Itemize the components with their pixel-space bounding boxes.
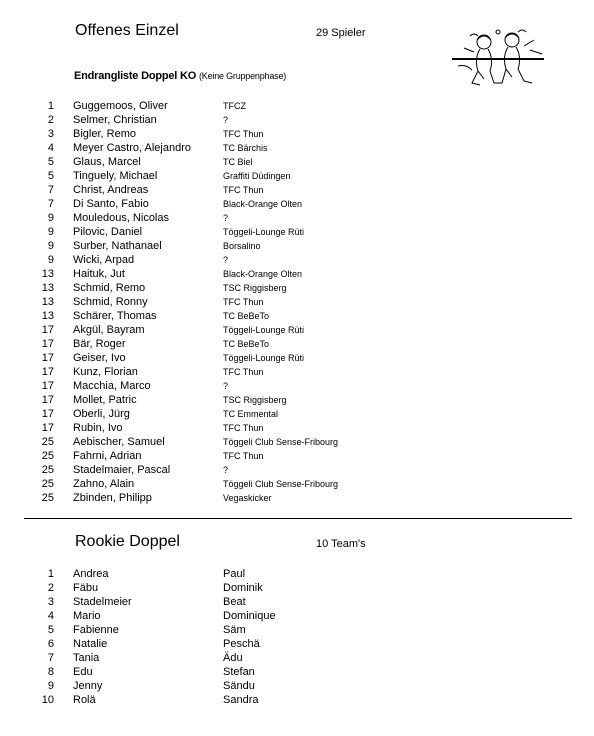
club-name: TC BeBeTo [223, 311, 270, 321]
player-name: Rubin, Ivo [73, 422, 123, 434]
rank: 9 [47, 680, 54, 692]
rank: 6 [47, 638, 54, 650]
player-name: Zahno, Alain [73, 478, 135, 490]
partner-name: Ädu [223, 652, 243, 664]
club-name: TC Emmental [223, 409, 279, 419]
rank: 25 [41, 492, 54, 504]
player-name: Edu [73, 666, 93, 678]
player-name: Wicki, Arpad [73, 254, 135, 266]
club-name: Töggeli-Lounge Rüti [223, 227, 305, 237]
rank: 3 [47, 596, 54, 608]
table-row [0, 351, 594, 365]
rank: 5 [47, 624, 54, 636]
partner-name: Peschä [223, 638, 260, 650]
table-row [0, 323, 594, 337]
rank: 9 [47, 240, 54, 252]
rank: 10 [41, 694, 54, 706]
rank: 8 [47, 666, 54, 678]
player-name: Christ, Andreas [73, 184, 149, 196]
rank: 9 [47, 212, 54, 224]
player-name: Meyer Castro, Alejandro [73, 142, 191, 154]
player-name: Fabienne [73, 624, 119, 636]
table-row [0, 141, 594, 155]
section1-player-count: 29 Spieler [316, 27, 366, 39]
club-name: Black-Orange Olten [223, 199, 303, 209]
rank: 7 [47, 652, 54, 664]
club-name: ? [223, 381, 229, 391]
rank: 17 [41, 338, 54, 350]
player-name: Geiser, Ivo [73, 352, 126, 364]
player-name: Bär, Roger [73, 338, 126, 350]
club-name: TFCZ [223, 101, 246, 111]
club-name: TC BeBeTo [223, 339, 270, 349]
club-name: ? [223, 255, 229, 265]
player-name: Andrea [73, 568, 109, 580]
rank: 17 [41, 324, 54, 336]
table-row [0, 127, 594, 141]
table-row [0, 239, 594, 253]
rank: 25 [41, 464, 54, 476]
rank: 25 [41, 436, 54, 448]
player-name: Mario [73, 610, 101, 622]
player-name: Zbinden, Philipp [73, 492, 152, 504]
rank: 5 [47, 170, 54, 182]
rank: 9 [47, 226, 54, 238]
player-name: Akgül, Bayram [73, 324, 145, 336]
rank: 17 [41, 394, 54, 406]
table-row [0, 637, 594, 651]
table-row [0, 99, 594, 113]
rank: 13 [41, 282, 54, 294]
player-name: Selmer, Christian [73, 114, 157, 126]
player-name: Rolä [73, 694, 96, 706]
player-name: Oberli, Jürg [73, 408, 130, 420]
table-row [0, 281, 594, 295]
section2-title: Rookie Doppel [75, 533, 180, 550]
club-name: Black-Orange Olten [223, 269, 303, 279]
section2-team-count: 10 Team's [316, 538, 366, 550]
club-name: Töggeli Club Sense-Fribourg [223, 437, 339, 447]
table-row [0, 211, 594, 225]
partner-name: Dominik [223, 582, 263, 594]
rank: 13 [41, 310, 54, 322]
partner-name: Sändu [223, 680, 255, 692]
table-row [0, 169, 594, 183]
partner-name: Dominique [223, 610, 276, 622]
rank: 13 [41, 296, 54, 308]
player-name: Guggemoos, Oliver [73, 100, 168, 112]
table-row [0, 595, 594, 609]
rank: 2 [47, 582, 54, 594]
club-name: TSC Riggisberg [223, 395, 287, 405]
player-name: Di Santo, Fabio [73, 198, 149, 210]
table-row [0, 309, 594, 323]
table-row [0, 463, 594, 477]
club-name: Töggeli-Lounge Rüti [223, 325, 305, 335]
player-name: Macchia, Marco [73, 380, 151, 392]
table-row [0, 267, 594, 281]
partner-name: Paul [223, 568, 246, 580]
club-name: ? [223, 115, 229, 125]
player-name: Kunz, Florian [73, 366, 138, 378]
table-row [0, 477, 594, 491]
table-row [0, 253, 594, 267]
table-row [0, 693, 594, 707]
player-name: Aebischer, Samuel [73, 436, 165, 448]
section1-title: Offenes Einzel [75, 22, 179, 39]
table-row [0, 155, 594, 169]
player-name: Jenny [73, 680, 103, 692]
table-row [0, 581, 594, 595]
player-name: Tinguely, Michael [73, 170, 158, 182]
club-name: TFC Thun [223, 451, 264, 461]
rank: 25 [41, 478, 54, 490]
club-name: TFC Thun [223, 297, 264, 307]
player-name: Schärer, Thomas [73, 310, 157, 322]
table-row [0, 435, 594, 449]
table-row [0, 491, 594, 505]
table-row [0, 393, 594, 407]
rank: 4 [47, 142, 54, 154]
table-row [0, 609, 594, 623]
rank: 17 [41, 408, 54, 420]
player-name: Pilovic, Daniel [73, 226, 143, 238]
table-row [0, 567, 594, 581]
table-row [0, 113, 594, 127]
table-row [0, 651, 594, 665]
rank: 1 [47, 568, 54, 580]
table-row [0, 225, 594, 239]
club-name: Töggeli Club Sense-Fribourg [223, 479, 339, 489]
section-divider [24, 518, 572, 519]
club-name: TFC Thun [223, 185, 264, 195]
player-name: Fahrni, Adrian [73, 450, 142, 462]
club-name: TSC Riggisberg [223, 283, 287, 293]
club-name: TFC Thun [223, 367, 264, 377]
club-name: TC Biel [223, 157, 253, 167]
rank: 9 [47, 254, 54, 266]
table-row [0, 449, 594, 463]
table-row [0, 295, 594, 309]
player-name: Mollet, Patric [73, 394, 137, 406]
ranking-heading [74, 70, 286, 82]
player-name: Bigler, Remo [73, 128, 136, 140]
rank: 17 [41, 422, 54, 434]
club-name: TC Bärchis [223, 143, 268, 153]
club-name: TFC Thun [223, 129, 264, 139]
player-name: Glaus, Marcel [73, 156, 141, 168]
rank: 25 [41, 450, 54, 462]
club-name: Borsalino [223, 241, 261, 251]
partner-name: Beat [223, 596, 246, 608]
table-row [0, 365, 594, 379]
player-name: Schmid, Ronny [73, 296, 148, 308]
table-row [0, 197, 594, 211]
rank: 2 [47, 114, 54, 126]
rank: 7 [47, 198, 54, 210]
club-name: ? [223, 465, 229, 475]
player-name: Stadelmeier [73, 596, 132, 608]
player-name: Schmid, Remo [73, 282, 146, 294]
player-name: Tania [73, 652, 100, 664]
table-row [0, 665, 594, 679]
table-row [0, 421, 594, 435]
rank: 17 [41, 366, 54, 378]
rank: 7 [47, 184, 54, 196]
table-row [0, 379, 594, 393]
partner-name: Stefan [223, 666, 255, 678]
player-name: Surber, Nathanael [73, 240, 162, 252]
rank: 5 [47, 156, 54, 168]
ranking-heading-note: (Keine Gruppenphase) [198, 71, 287, 81]
club-name: Töggeli-Lounge Rüti [223, 353, 305, 363]
foosball-players-logo [450, 26, 546, 96]
table-row [0, 183, 594, 197]
rank: 17 [41, 352, 54, 364]
table-row [0, 337, 594, 351]
player-name: Natalie [73, 638, 108, 650]
player-name: Stadelmaier, Pascal [73, 464, 171, 476]
table-row [0, 623, 594, 637]
rank: 4 [47, 610, 54, 622]
club-name: Graffiti Düdingen [223, 171, 291, 181]
table-row [0, 407, 594, 421]
club-name: TFC Thun [223, 423, 264, 433]
table-row [0, 679, 594, 693]
ranking-heading-text: Endrangliste Doppel KO [74, 70, 197, 82]
player-name: Mouledous, Nicolas [73, 212, 169, 224]
rank: 3 [47, 128, 54, 140]
player-name: Fäbu [73, 582, 99, 594]
rank: 1 [47, 100, 54, 112]
partner-name: Sandra [223, 694, 259, 706]
club-name: Vegaskicker [223, 493, 272, 503]
player-name: Haituk, Jut [73, 268, 125, 280]
club-name: ? [223, 213, 229, 223]
rank: 17 [41, 380, 54, 392]
partner-name: Säm [223, 624, 246, 636]
rank: 13 [41, 268, 54, 280]
